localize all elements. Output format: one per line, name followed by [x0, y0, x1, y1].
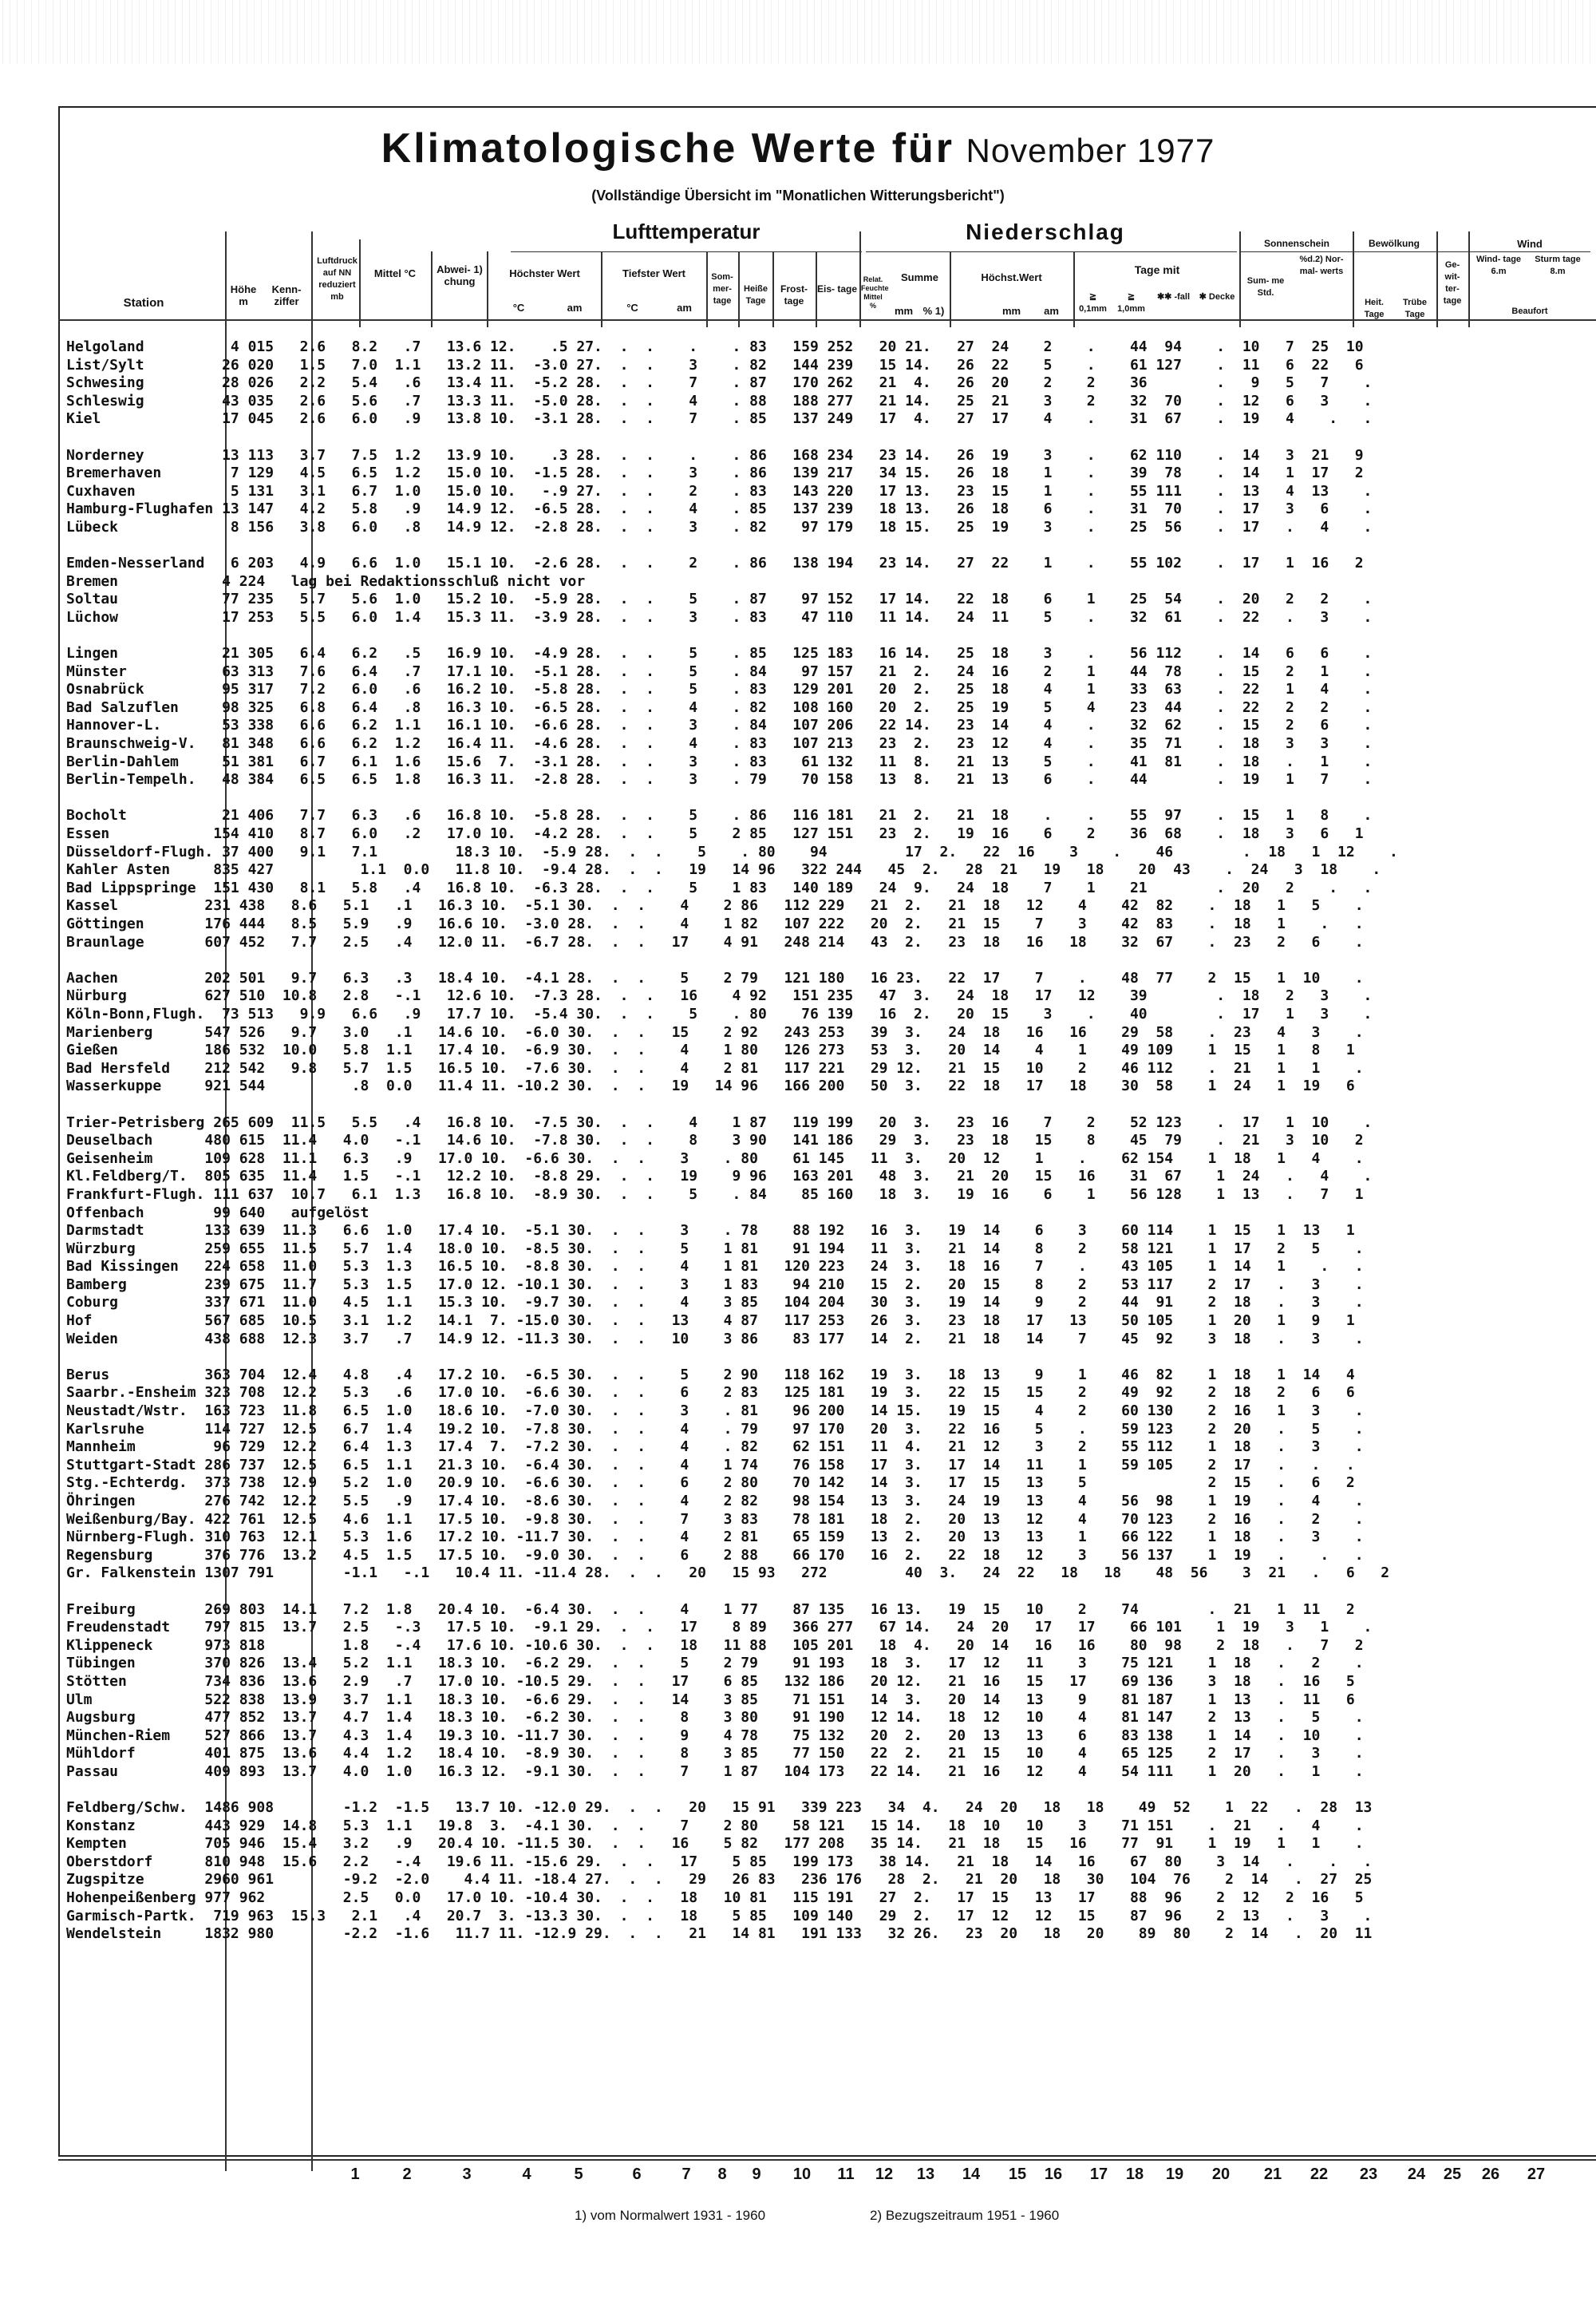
row-spacer — [66, 789, 1398, 808]
row-spacer — [66, 951, 1398, 970]
table-row: Freudenstadt 797 815 13.7 2.5 -.3 17.5 10. -9.1 29. . . 17 8 89 366 277 67 14. 24 20 17 17 66 101 1 19 3 1 . — [66, 1619, 1373, 1636]
table-row: Helgoland 4 015 2.6 8.2 .7 13.6 12. .5 27. . . . . 83 159 252 20 21. 27 24 2 . 44 94 . 10 7 25 10 — [66, 338, 1364, 355]
hdr-eis: Eis- tage — [817, 283, 858, 295]
table-row: Öhringen 276 742 12.2 5.5 .9 17.4 10. -8.6 30. . . 4 2 82 98 154 13 3. 24 19 13 4 56 98 1 19 . 4 . — [66, 1493, 1364, 1509]
row-spacer — [66, 1583, 1398, 1601]
hdr-sommertage: Som- mer- tage — [711, 272, 733, 306]
column-number: 18 — [1125, 2165, 1144, 2183]
footnote-2: 2) Bezugszeitraum 1951 - 1960 — [870, 2208, 1060, 2223]
page-subtitle: (Vollständige Übersicht im "Monatlichen Witterungsbericht") — [591, 188, 1005, 204]
table-row: Saarbr.-Ensheim 323 708 12.2 5.3 .6 17.0 10. -6.6 30. . . 6 2 83 125 181 19 3. 22 15 15 2 49 92 2 18 2 6 6 — [66, 1384, 1355, 1402]
right-group-line — [1239, 251, 1590, 252]
table-row: Stg.-Echterdg. 373 738 12.9 5.2 1.0 20.9 10. -6.6 30. . . 6 2 80 70 142 14 3. 17 15 13 5 2 15 . 6 2 — [66, 1474, 1355, 1492]
divider-mittel — [431, 251, 433, 327]
table-row: Nürburg 627 510 10.8 2.8 -.1 12.6 10. -7.3 28. . . 16 4 92 151 235 47 3. 24 18 17 12 39 . 18 2 3 . — [66, 987, 1373, 1005]
divider-abwei — [487, 251, 488, 327]
table-row: Wendelstein 1832 980 -2.2 -1.6 11.7 11. -12.9 29. . . 21 14 81 191 133 32 26. 23 20 18 20 89 80 2 14 . 20 11 — [66, 1925, 1373, 1943]
table-row: Lingen 21 305 6.4 6.2 .5 16.9 10. -4.9 28. . . 5 . 85 125 183 16 14. 25 18 3 . 56 112 . 14 6 6 . — [66, 645, 1373, 663]
row-spacer — [66, 1782, 1398, 1800]
table-row: Osnabrück 95 317 7.2 6.0 .6 16.2 10. -5.8 28. . . 5 . 83 129 201 20 2. 25 18 4 1 33 63 . 22 1 4 . — [66, 681, 1373, 698]
hdr-hoechstwert-mm: mm — [1001, 305, 1021, 317]
column-number: 5 — [574, 2165, 583, 2183]
column-number: 26 — [1481, 2165, 1500, 2183]
data-table — [66, 338, 1398, 1944]
hdr-sonne-std: Sum- me Std. — [1246, 276, 1285, 298]
hdr-t01: ≧ 0,1mm — [1079, 292, 1107, 314]
hdr-hoechster: Höchster Wert — [509, 267, 580, 279]
table-row: Bad Hersfeld 212 542 9.8 5.7 1.5 16.5 10. -7.6 30. . . 4 2 81 117 221 29 12. 21 15 10 2 46 112 . 21 1 1 . — [66, 1059, 1364, 1077]
hdr-heit: Heit. Tage — [1364, 298, 1385, 319]
hdr-mittel: Mittel °C — [373, 267, 417, 279]
hdr-summe: Summe — [901, 271, 938, 283]
table-row: Karlsruhe 114 727 12.5 6.7 1.4 19.2 10. -7.8 30. . . 4 . 79 97 170 20 3. 22 16 5 . 59 123 2 20 . 5 . — [66, 1420, 1364, 1438]
group-bewoelkung: Bewölkung — [1368, 238, 1420, 249]
hdr-tiefster: Tiefster Wert — [622, 267, 685, 279]
table-row: Stuttgart-Stadt 286 737 12.5 6.5 1.1 21.3 10. -6.4 30. . . 4 1 74 76 158 17 3. 17 14 11 1 59 105 2 17 . . . — [66, 1456, 1355, 1473]
column-number: 15 — [1008, 2165, 1027, 2183]
luft-group-line — [511, 251, 862, 252]
table-row: Marienberg 547 526 9.7 3.0 .1 14.6 10. -6.0 30. . . 15 2 92 243 253 39 3. 24 18 16 16 29 58 . 23 4 3 . — [66, 1023, 1364, 1041]
hdr-abwei: Abwei- 1) chung — [437, 263, 483, 287]
table-row: Bad Salzuflen 98 325 6.8 6.4 .8 16.3 10. -6.5 28. . . 4 . 82 108 160 20 2. 25 19 5 4 23 44 . 22 2 2 . — [66, 698, 1373, 716]
hdr-luftdruck: Luftdruck auf NN reduziert mb — [317, 256, 358, 302]
footnote-1: 1) vom Normalwert 1931 - 1960 — [575, 2208, 766, 2223]
table-row: Cuxhaven 5 131 3.1 6.7 1.0 15.0 10. -.9 27. . . 2 . 83 143 220 17 13. 23 15 1 . 55 111 . 13 4 13 . — [66, 482, 1373, 500]
table-row: Passau 409 893 13.7 4.0 1.0 16.3 12. -9.1 30. . . 7 1 87 104 173 22 14. 21 16 12 4 54 111 1 20 . 1 . — [66, 1762, 1364, 1780]
nieder-group-line — [866, 251, 1237, 252]
hdr-decke: ✱ Decke — [1199, 292, 1235, 302]
table-row: Schleswig 43 035 2.6 5.6 .7 13.3 11. -5.0 28. . . 4 . 88 188 277 21 14. 25 21 3 2 32 70 . 12 6 3 . — [66, 392, 1373, 409]
table-row: Kiel 17 045 2.6 6.0 .9 13.8 10. -3.1 28. . . 7 . 85 137 249 17 4. 27 17 4 . 31 67 . 19 4 . . — [66, 410, 1373, 428]
table-row: Braunlage 607 452 7.7 2.5 .4 12.0 11. -6.7 28. . . 17 4 91 248 214 43 2. 23 18 16 18 32 67 . 23 2 6 . — [66, 933, 1364, 951]
title-main: Klimatologische Werte für — [381, 125, 955, 172]
table-row: Bremerhaven 7 129 4.5 6.5 1.2 15.0 10. -1.5 28. . . 3 . 86 139 217 34 15. 26 18 1 . 39 78 . 14 1 17 2 — [66, 465, 1364, 482]
divider-hoechst — [601, 251, 602, 327]
table-row: Stötten 734 836 13.6 2.9 .7 17.0 10. -10.5 29. . . 17 6 85 132 186 20 12. 21 16 15 17 69 136 3 18 . 16 5 — [66, 1672, 1355, 1690]
table-row: Hof 567 685 10.5 3.1 1.2 14.1 7. -15.0 30. . . 13 4 87 117 253 26 3. 23 18 17 13 50 105 1 20 1 9 1 — [66, 1312, 1355, 1330]
column-number: 13 — [916, 2165, 935, 2183]
table-row: Darmstadt 133 639 11.3 6.6 1.0 17.4 10. -5.1 30. . . 3 . 78 88 192 16 3. 19 14 6 3 60 114 1 15 1 13 1 — [66, 1222, 1355, 1240]
column-number: 19 — [1165, 2165, 1184, 2183]
column-number: 25 — [1443, 2165, 1462, 2183]
table-row: Geisenheim 109 628 11.1 6.3 .9 17.0 10. -6.6 30. . . 3 . 80 61 145 11 3. 20 12 1 . 62 154 1 18 1 4 . — [66, 1149, 1364, 1167]
column-number: 23 — [1359, 2165, 1378, 2183]
table-row: Aachen 202 501 9.7 6.3 .3 18.4 10. -4.1 28. . . 5 2 79 121 180 16 23. 22 17 7 . 48 77 2 15 1 10 . — [66, 969, 1364, 987]
table-row: Essen 154 410 8.7 6.0 .2 17.0 10. -4.2 28. . . 5 2 85 127 151 23 2. 19 16 6 2 36 68 . 18 3 6 1 — [66, 825, 1364, 843]
column-number: 21 — [1263, 2165, 1282, 2183]
table-row: Mühldorf 401 875 13.6 4.4 1.2 18.4 10. -8.9 30. . . 8 3 85 77 150 22 2. 21 15 10 4 65 125 2 17 . 3 . — [66, 1745, 1364, 1762]
divider-summe — [950, 251, 951, 327]
row-spacer — [66, 1348, 1398, 1367]
table-row: Weißenburg/Bay. 422 761 12.5 4.6 1.1 17.5 10. -9.8 30. . . 7 3 83 78 181 18 2. 20 13 12 4 70 123 2 16 . 2 . — [66, 1510, 1364, 1528]
hdr-hoechster-c: °C — [512, 302, 525, 314]
column-number: 2 — [402, 2165, 412, 2183]
hdr-summe-pct: % 1) — [922, 305, 945, 317]
table-row: Bad Lippspringe 151 430 8.1 5.8 .4 16.8 10. -6.3 28. . . 5 1 83 140 189 24 9. 24 18 7 1 21 . 20 2 . . — [66, 879, 1373, 896]
table-row: Klippeneck 973 818 1.8 -.4 17.6 10. -10.6 30. . . 18 11 88 105 201 18 4. 20 14 16 16 80 98 2 18 . 7 2 — [66, 1636, 1364, 1654]
column-number: 8 — [717, 2165, 727, 2183]
table-row: Braunschweig-V. 81 348 6.6 6.2 1.2 16.4 11. -4.6 28. . . 4 . 83 107 213 23 2. 23 12 4 . 35 71 . 18 3 3 . — [66, 735, 1373, 753]
row-spacer — [66, 429, 1398, 447]
table-row: Tübingen 370 826 13.4 5.2 1.1 18.3 10. -6.2 29. . . 5 2 79 91 193 18 3. 17 12 11 3 75 121 1 18 . 2 . — [66, 1655, 1364, 1672]
table-row: Trier-Petrisberg 265 609 11.5 5.5 .4 16.8 10. -7.5 30. . . 4 1 87 119 199 20 3. 23 16 7 2 52 123 . 17 1 10 . — [66, 1113, 1373, 1131]
table-row: Oberstdorf 810 948 15.6 2.2 -.4 19.6 11. -15.6 29. . . 17 5 85 199 173 38 14. 21 18 14 16 67 80 3 14 . . . — [66, 1853, 1373, 1870]
hdr-truebe: Trübe Tage — [1403, 298, 1427, 319]
table-row: Berus 363 704 12.4 4.8 .4 17.2 10. -6.5 30. . . 5 2 90 118 162 19 3. 18 13 9 1 46 82 1 18 1 14 4 — [66, 1366, 1355, 1383]
column-number: 11 — [837, 2165, 855, 2183]
table-row: Göttingen 176 444 8.5 5.9 .9 16.6 10. -3.0 28. . . 4 1 82 107 222 20 2. 21 15 7 3 42 83 . 18 1 . . — [66, 916, 1364, 932]
group-lufttemperatur: Lufttemperatur — [612, 220, 760, 243]
table-row: Münster 63 313 7.6 6.4 .7 17.1 10. -5.1 28. . . 5 . 84 97 157 21 2. 24 16 2 1 44 78 . 15 2 1 . — [66, 663, 1373, 680]
table-row: Zugspitze 2960 961 -9.2 -2.0 4.4 11. -18.4 27. . . 29 26 83 236 176 28 2. 21 20 18 30 104 76 2 14 . 27 25 — [66, 1871, 1373, 1889]
table-row: Lübeck 8 156 3.8 6.0 .8 14.9 12. -2.8 28. . . 3 . 82 97 179 18 15. 25 19 3 . 25 56 . 17 . 4 . — [66, 518, 1373, 536]
hdr-sonne-pct: %d.2) Nor- mal- werts — [1299, 255, 1344, 276]
table-row: Lüchow 17 253 5.5 6.0 1.4 15.3 11. -3.9 28. . . 3 . 83 47 110 11 14. 24 11 5 . 32 61 . 22 . 3 . — [66, 608, 1373, 626]
table-row: Kassel 231 438 8.6 5.1 .1 16.3 10. -5.1 30. . . 4 2 86 112 229 21 2. 21 18 12 4 42 82 . 18 1 5 . — [66, 897, 1364, 915]
hdr-heisse: Heiße Tage — [744, 284, 768, 306]
hdr-windtage: Wind- tage 6.m — [1476, 255, 1522, 276]
table-row: Düsseldorf-Flugh. 37 400 9.1 7.1 18.3 10. -5.9 28. . . 5 . 80 94 17 2. 22 16 3 . 46 . 18 1 12 . — [66, 843, 1398, 860]
table-row: Garmisch-Partk. 719 963 15.3 2.1 .4 20.7 3. -13.3 30. . . 18 5 85 109 140 29 2. 17 12 12 15 87 96 2 13 . 3 . — [66, 1907, 1373, 1924]
table-row: Bremen 4 224 lag bei Redaktionsschluß nicht vor — [66, 572, 586, 590]
table-row: Würzburg 259 655 11.5 5.7 1.4 18.0 10. -8.5 30. . . 5 1 81 91 194 11 3. 21 14 8 2 58 121 1 17 2 5 . — [66, 1240, 1364, 1257]
table-row: Frankfurt-Flugh. 111 637 10.7 6.1 1.3 16.8 10. -8.9 30. . . 5 . 84 85 160 18 3. 19 16 6 1 56 128 1 13 . 7 1 — [66, 1185, 1364, 1203]
table-row: Berlin-Tempelh. 48 384 6.5 6.5 1.8 16.3 11. -2.8 28. . . 3 . 79 70 158 13 8. 21 13 6 . 44 . 19 1 7 . — [66, 771, 1373, 789]
hdr-frost: Frost- tage — [780, 283, 808, 307]
table-row: Gießen 186 532 10.0 5.8 1.1 17.4 10. -6.9 30. . . 4 1 80 126 273 53 3. 20 14 4 1 49 109 1 15 1 8 1 — [66, 1042, 1355, 1059]
table-row: Emden-Nesserland 6 203 4.9 6.6 1.0 15.1 10. -2.6 28. . . 2 . 86 138 194 23 14. 27 22 1 . 55 102 . 17 1 16 2 — [66, 555, 1364, 572]
table-row: Kl.Feldberg/T. 805 635 11.4 1.5 -.1 12.2 10. -8.8 29. . . 19 9 96 163 201 48 3. 21 20 15 16 31 67 1 24 . 4 . — [66, 1168, 1373, 1185]
table-row: Neustadt/Wstr. 163 723 11.8 6.5 1.0 18.6 10. -7.0 30. . . 3 . 81 96 200 14 15. 19 15 4 2 60 130 2 16 1 3 . — [66, 1402, 1364, 1420]
table-row: Hannover-L. 53 338 6.6 6.2 1.1 16.1 10. -6.6 28. . . 3 . 84 107 206 22 14. 23 14 4 . 32 62 . 15 2 6 . — [66, 717, 1373, 734]
table-row: Norderney 13 113 3.7 7.5 1.2 13.9 10. .3 28. . . . . 86 168 234 23 14. 26 19 3 . 62 110 . 14 3 21 9 — [66, 446, 1364, 464]
row-spacer — [66, 1096, 1398, 1114]
table-row: Berlin-Dahlem 51 381 6.7 6.1 1.6 15.6 7. -3.1 28. . . 3 . 83 61 132 11 8. 21 13 5 . 41 81 . 18 . 1 . — [66, 753, 1373, 770]
hdr-sturmtage: Sturm tage 8.m — [1535, 255, 1581, 276]
divider-luftdruck — [359, 239, 361, 327]
hdr-tiefster-c: °C — [626, 302, 638, 314]
column-number: 24 — [1407, 2165, 1426, 2183]
scan-noise — [0, 0, 1596, 64]
hdr-schneefall: ✱✱ -fall — [1156, 292, 1191, 302]
table-row: Offenbach 99 640 aufgelöst — [66, 1204, 369, 1221]
table-row: Köln-Bonn,Flugh. 73 513 9.9 6.6 .9 17.7 10. -5.4 30. . . 5 . 80 76 139 16 2. 20 15 3 . 40 . 17 1 3 . — [66, 1005, 1373, 1022]
column-number: 10 — [792, 2165, 812, 2183]
hdr-kenn: Kenn- ziffer — [271, 283, 302, 307]
hdr-hoehe: Höhe m — [230, 283, 257, 307]
hdr-hoechster-am: am — [567, 302, 583, 314]
row-spacer — [66, 537, 1398, 556]
column-number: 6 — [632, 2165, 642, 2183]
column-number: 7 — [681, 2165, 691, 2183]
hdr-tiefster-am: am — [677, 302, 692, 314]
group-tage-mit: Tage mit — [1134, 263, 1180, 276]
table-row: Feldberg/Schw. 1486 908 -1.2 -1.5 13.7 10. -12.0 29. . . 20 15 91 339 223 34 4. 24 20 18 18 49 52 1 22 . 28 13 — [66, 1799, 1373, 1817]
table-row: Freiburg 269 803 14.1 7.2 1.8 20.4 10. -6.4 30. . . 4 1 77 87 135 16 13. 19 15 10 2 74 . 21 1 11 2 — [66, 1600, 1355, 1618]
hdr-station: Station — [123, 296, 164, 310]
column-number: 17 — [1089, 2165, 1108, 2183]
column-number: 22 — [1310, 2165, 1329, 2183]
hdr-hoechstwert-am: am — [1044, 305, 1059, 317]
hdr-hoechstwert: Höchst.Wert — [981, 271, 1042, 283]
column-number: 14 — [962, 2165, 981, 2183]
column-number: 16 — [1044, 2165, 1063, 2183]
title-month: November 1977 — [966, 132, 1215, 169]
table-row: Hohenpeißenberg 977 962 2.5 0.0 17.0 10. -10.4 30. . . 18 10 81 115 191 27 2. 17 15 13 17 88 96 2 12 2 16 5 — [66, 1889, 1364, 1907]
table-row: Nürnberg-Flugh. 310 763 12.1 5.3 1.6 17.2 10. -11.7 30. . . 4 2 81 65 159 13 2. 20 13 13 1 66 122 1 18 . 3 . — [66, 1529, 1364, 1546]
column-number: 12 — [875, 2165, 894, 2183]
group-niederschlag: Niederschlag — [966, 220, 1125, 244]
column-number: 20 — [1211, 2165, 1231, 2183]
table-row: München-Riem 527 866 13.7 4.3 1.4 19.3 10. -11.7 30. . . 9 4 78 75 132 20 2. 20 13 13 6 83 138 1 14 . 10 . — [66, 1726, 1364, 1744]
table-row: Soltau 77 235 5.7 5.6 1.0 15.2 10. -5.9 28. . . 5 . 87 97 152 17 14. 22 18 6 1 25 54 . 20 2 2 . — [66, 591, 1373, 608]
page-title — [0, 125, 1596, 172]
table-row: Ulm 522 838 13.9 3.7 1.1 18.3 10. -6.6 29. . . 14 3 85 71 151 14 3. 20 14 13 9 81 187 1 13 . 11 6 — [66, 1691, 1355, 1708]
hdr-gewitter: Ge- wit- ter- tage — [1443, 260, 1462, 306]
table-row: Weiden 438 688 12.3 3.7 .7 14.9 12. -11.3 30. . . 10 3 86 83 177 14 2. 21 18 14 7 45 92 3 18 . 3 . — [66, 1330, 1364, 1347]
table-row: Bamberg 239 675 11.7 5.3 1.5 17.0 12. -10.1 30. . . 3 1 83 94 210 15 2. 20 15 8 2 53 117 2 17 . 3 . — [66, 1276, 1364, 1293]
hdr-summe-mm: mm — [894, 305, 914, 317]
divider-hoechstwert — [1073, 251, 1075, 327]
column-number: 9 — [752, 2165, 761, 2183]
table-row: Mannheim 96 729 12.2 6.4 1.3 17.4 7. -7.2 30. . . 4 . 82 62 151 11 4. 21 12 3 2 55 112 1 18 . 3 . — [66, 1438, 1364, 1456]
column-number: 3 — [462, 2165, 472, 2183]
hdr-feuchte: Relat. Feuchte Mittel % — [861, 275, 889, 310]
table-row: List/Sylt 26 020 1.5 7.0 1.1 13.2 11. -3.0 27. . . 3 . 82 144 239 15 14. 26 22 5 . 61 127 . 11 6 22 6 — [66, 356, 1364, 374]
table-row: Augsburg 477 852 13.7 4.7 1.4 18.3 10. -6.2 30. . . 8 3 80 91 190 12 14. 18 12 10 4 81 147 2 13 . 5 . — [66, 1709, 1364, 1726]
table-row: Wasserkuppe 921 544 .8 0.0 11.4 11. -10.2 30. . . 19 14 96 166 200 50 3. 22 18 17 18 30 58 1 24 1 19 6 — [66, 1078, 1355, 1095]
column-number: 4 — [522, 2165, 531, 2183]
table-row: Kahler Asten 835 427 1.1 0.0 11.8 10. -9.4 28. . . 19 14 96 322 244 45 2. 28 21 19 18 20 43 . 24 3 18 . — [66, 861, 1381, 879]
column-number: 1 — [350, 2165, 360, 2183]
table-row: Coburg 337 671 11.0 4.5 1.1 15.3 10. -9.7 30. . . 4 3 85 104 204 30 3. 19 14 9 2 44 91 2 18 . 3 . — [66, 1294, 1364, 1311]
group-wind: Wind — [1517, 238, 1543, 250]
table-row: Kempten 705 946 15.4 3.2 .9 20.4 10. -11.5 30. . . 16 5 82 177 208 35 14. 21 18 15 16 77 91 1 19 1 1 . — [66, 1835, 1364, 1853]
column-numbers — [0, 2165, 1596, 2189]
column-number: 27 — [1527, 2165, 1546, 2183]
colnum-line — [58, 2159, 1596, 2161]
table-row: Schwesing 28 026 2.2 5.4 .6 13.4 11. -5.2 28. . . 7 . 87 170 262 21 4. 26 20 2 2 36 . 9 5 7 . — [66, 374, 1373, 392]
table-row: Gr. Falkenstein 1307 791 -1.1 -.1 10.4 11. -11.4 28. . . 20 15 93 272 40 3. 24 22 18 18 48 56 3 21 . 6 2 — [66, 1564, 1390, 1582]
table-row: Regensburg 376 776 13.2 4.5 1.5 17.5 10. -9.0 30. . . 6 2 88 66 170 16 2. 22 18 12 3 56 137 1 19 . . . — [66, 1546, 1364, 1564]
table-row: Konstanz 443 929 14.8 5.3 1.1 19.8 3. -4.1 30. . . 7 2 80 58 121 15 14. 18 10 10 3 71 151 . 21 . 4 . — [66, 1817, 1364, 1834]
hdr-t10: ≧ 1,0mm — [1117, 292, 1145, 314]
table-row: Bocholt 21 406 7.7 6.3 .6 16.8 10. -5.8 28. . . 5 . 86 116 181 21 2. 21 18 . . 55 97 . 15 1 8 . — [66, 807, 1373, 825]
table-row: Hamburg-Flughafen 13 147 4.2 5.8 .9 14.9 12. -6.5 28. . . 4 . 85 137 239 18 13. 26 18 6 . 31 70 . 17 3 6 . — [66, 500, 1373, 518]
group-sonnenschein: Sonnenschein — [1263, 238, 1329, 249]
row-spacer — [66, 627, 1398, 646]
table-row: Deuselbach 480 615 11.4 4.0 -.1 14.6 10. -7.8 30. . . 8 3 90 141 186 29 3. 23 18 15 8 45 79 . 21 3 10 2 — [66, 1132, 1364, 1149]
table-row: Bad Kissingen 224 658 11.0 5.3 1.3 16.5 10. -8.8 30. . . 4 1 81 120 223 24 3. 18 16 7 . 43 105 1 14 1 . . — [66, 1258, 1364, 1276]
hdr-beaufort: Beaufort — [1511, 307, 1548, 316]
